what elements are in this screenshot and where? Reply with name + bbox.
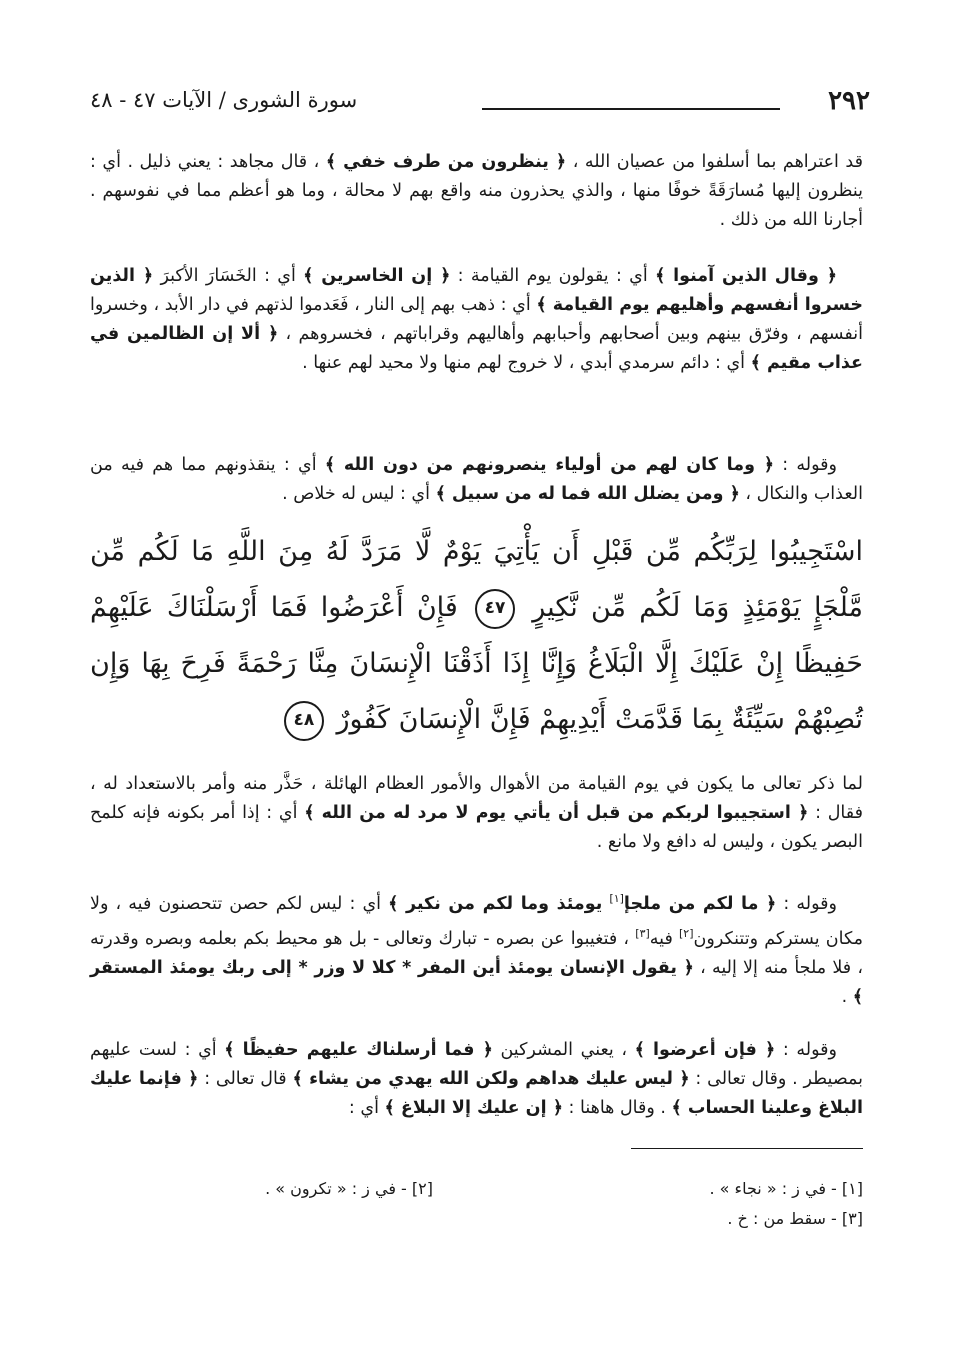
text: أي : [348, 1098, 379, 1118]
text: أي : ذهب بهم إلى النار ، فَعَدموا لذتهم في دار الأبد ، وخسروا أنفسهم ، وفرّق بينهم وبين أصحابهم وأحبابهم وأهاليهم وقراباتهم ، فخسروهم ، [90, 295, 863, 344]
quote: ﴿ وقال الذين آمنوا ﴾ [655, 266, 837, 286]
text: أي : ليس لكم حصن تتحصنون فيه ، ولا مكان يستركم وتتنكرون [90, 893, 863, 949]
quote: ﴿ فإنما عليك البلاغ وعلينا الحساب ﴾ [90, 1069, 863, 1118]
text: ، فتغيبوا عن بصره - تبارك وتعالى - بل هو محيط بكم بعلمه وبصره وقدرته ، فلا ملجأ منه إلا إليه ، [90, 928, 863, 978]
paragraph-5 [90, 884, 863, 1012]
footnote-3: [٣] - سقط من : خ . [727, 1209, 863, 1228]
footnote-rule [631, 1148, 863, 1149]
header-rule [482, 108, 780, 110]
quote: ﴿ ومن يضلل الله فما له من سبيل ﴾ [435, 484, 740, 504]
quote: ﴿ فما أرسلناك عليهم حفيظًا ﴾ [224, 1040, 493, 1060]
quote: ﴿ ما لكم من ملجإ [623, 893, 777, 914]
quote: ﴿ ينظرون من طرف خفي ﴾ [325, 152, 567, 172]
paragraph-3 [90, 451, 863, 509]
text: فيه [649, 928, 673, 949]
text: ، يعني المشركين [500, 1040, 628, 1060]
quote: ﴿ الذين خسروا أنفسهم وأهليهم يوم القيامة ﴾ [90, 266, 863, 315]
quote: ﴿ إن الخاسرين ﴾ [303, 266, 451, 286]
quote: يومئذ وما لكم من نكير ﴾ [388, 893, 603, 914]
quran-verses [90, 524, 863, 748]
quote: ﴿ إن عليك إلا البلاغ ﴾ [384, 1098, 563, 1118]
footnote-2: [٢] - في ز : « تكرون » . [265, 1179, 433, 1198]
quote: ﴿ ليس عليك هداهم ولكن الله يهدي من يشاء ﴾ [292, 1069, 690, 1089]
text: . وقال هاهنا : [568, 1098, 666, 1118]
text: . [841, 986, 848, 1007]
text: أي : لست عليهم بمصيطر . وقال تعالى : [90, 1040, 863, 1089]
text: ، قال مجاهد : يعني ذليل . أي : ينظرون إليها مُسارَقَةً خوفًا منها ، والذي يحذرون منه واقع بهم لا محالة ، وما هو أعظم مما في نفوسهم . أجارنا الله من ذلك . [90, 152, 863, 230]
quote: ﴿ وما كان لهم من أولياء ينصرونهم من دون الله ﴾ [324, 455, 775, 475]
verse-47: اسْتَجِيبُوا لِرَبِّكُم مِّن قَبْلِ أَن يَأْتِيَ يَوْمٌ لَّا مَرَدَّ لَهُ مِنَ اللَّهِ مَا لَكُم مِّن مَّلْجَإٍ يَوْمَئِذٍ وَمَا لَكُم مِّن نَّكِيرٍ [90, 536, 863, 623]
paragraph-2 [90, 262, 863, 378]
footnote-ref-1: [١] [609, 892, 624, 905]
page-number: ٢٩٢ [828, 86, 870, 116]
quote: ﴿ فإن أعرضوا ﴾ [634, 1040, 776, 1060]
text: أي : ليس له خلاص . [282, 484, 430, 504]
text: وقوله : [783, 893, 837, 914]
footnote-ref-3: [٣] [635, 926, 650, 940]
ayah-number-47: ٤٧ [475, 589, 515, 629]
text: قد اعتراهم بما أسلفوا من عصيان الله ، [572, 152, 863, 172]
text: وقوله : [782, 1040, 837, 1060]
text: أي : الخَسَارَ الأكبرَ [160, 266, 296, 286]
paragraph-6 [90, 1036, 863, 1123]
text: أي : دائم سرمدي أبدي ، لا خروج لهم منها ولا محيد لهم عنها . [302, 353, 746, 373]
quote: ﴿ استجيبوا لربكم من قبل أن يأتي يوم لا مرد له من الله ﴾ [304, 803, 809, 823]
text: قال تعالى : [204, 1069, 287, 1089]
text: وقوله : [782, 455, 838, 475]
surah-title: سورة الشورى / الآيات ٤٧ - ٤٨ [90, 88, 358, 112]
quote: ﴿ يقول الإنسان يومئذ أين المفر * كلا لا وزر * إلى ربك يومئذ المستقر ﴾ [90, 957, 863, 1007]
paragraph-4 [90, 770, 863, 857]
paragraph-1 [90, 148, 863, 235]
verse-48: فَإِنْ أَعْرَضُوا فَمَا أَرْسَلْنَاكَ عَلَيْهِمْ حَفِيظًا إِنْ عَلَيْكَ إِلَّا الْبَلَاغُ وَإِنَّا إِذَا أَذَقْنَا الْإِنسَانَ مِنَّا رَحْمَةً فَرِحَ بِهَا وَإِن تُصِبْهُمْ سَيِّئَةٌ بِمَا قَدَّمَتْ أَيْدِيهِمْ فَإِنَّ الْإِنسَانَ كَفُورٌ [90, 592, 863, 735]
text: أي : ينقذونهم مما هم فيه من العذاب والنكال ، [90, 455, 863, 504]
footnote-1: [١] - في ز : « نجاء » . [709, 1179, 863, 1198]
text: أي : يقولون يوم القيامة : [457, 266, 648, 286]
ayah-number-48: ٤٨ [284, 701, 324, 741]
footnote-ref-2: [٢] [679, 926, 694, 940]
footnotes [90, 1174, 863, 1234]
text: أي : إذا أمر بكونه فإنه كلمح البصر يكون ، وليس له دافع ولا مانع . [90, 803, 863, 852]
quote: ﴿ ألا إن الظالمين في عذاب مقيم ﴾ [90, 324, 863, 373]
page-header [90, 86, 870, 122]
text: لما ذكر تعالى ما يكون في يوم القيامة من الأهوال والأمور العظام الهائلة ، حَذَّر منه وأمر بالاستعداد له ، فقال : [90, 774, 863, 823]
